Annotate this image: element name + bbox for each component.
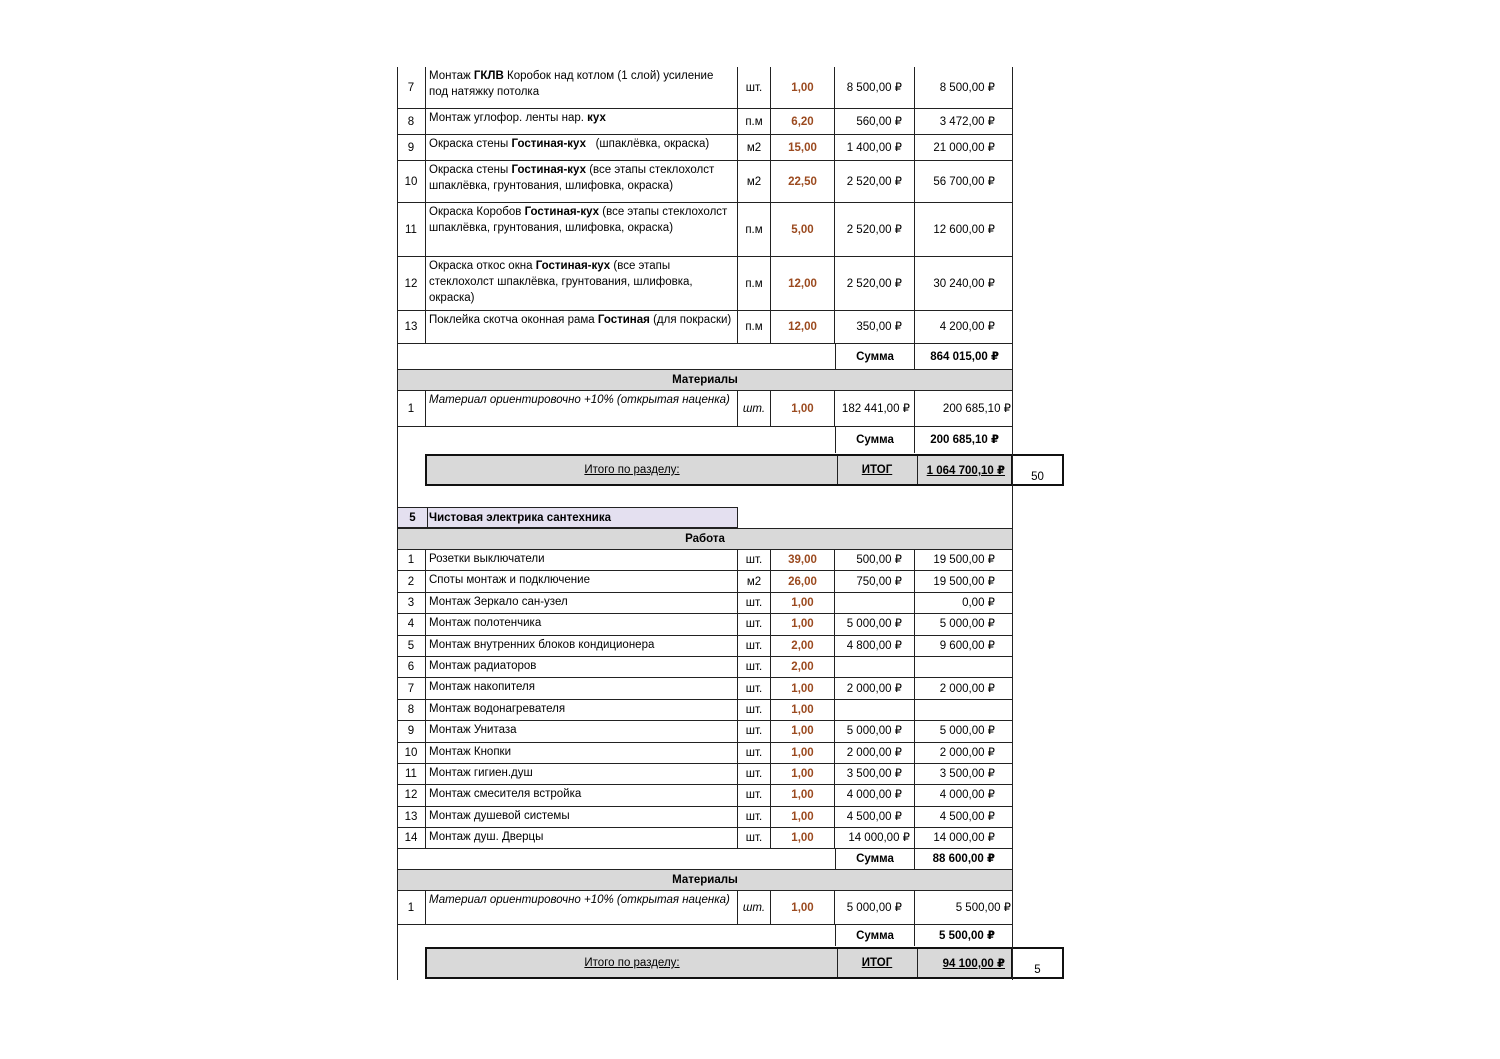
item-total <box>915 700 1013 720</box>
item-name: Материал ориентировочно +10% (открытая наценка) <box>426 391 738 426</box>
item-price: 4 000,00 ₽ <box>835 785 915 805</box>
item-name-part: (для покраски) <box>649 314 732 326</box>
item-name-part: Монтаж <box>429 70 474 82</box>
item-total: 5 000,00 ₽ <box>939 618 995 631</box>
item-unit: шт. <box>738 743 771 763</box>
item-price <box>835 657 915 677</box>
item-qty: 15,00 <box>771 135 835 160</box>
item-qty: 5,00 <box>771 203 835 256</box>
item-qty: 1,00 <box>771 764 835 784</box>
item-price: 4 500,00 ₽ <box>835 807 915 827</box>
sum-label: Сумма <box>835 925 915 946</box>
item-name <box>426 109 738 134</box>
item-price: 2 000,00 ₽ <box>835 743 915 763</box>
item-unit: п.м <box>738 257 771 310</box>
item-name-part: Окраска откос окна <box>429 260 536 272</box>
row-number: 6 <box>397 657 426 677</box>
row-number: 13 <box>397 311 426 343</box>
item-price: 350,00 ₽ <box>835 311 915 343</box>
section-5-work-sum-row <box>397 849 1013 870</box>
row-number: 11 <box>397 764 426 784</box>
item-name: Монтаж радиаторов <box>426 657 738 677</box>
item-name: Монтаж полотенчика <box>426 614 738 634</box>
section-5-header <box>397 507 738 528</box>
item-qty: 12,00 <box>771 257 835 310</box>
item-total: 3 500,00 ₽ <box>939 768 995 781</box>
table-row <box>397 700 1013 721</box>
item-name-part: Гостиная <box>597 314 650 326</box>
item-name-part: Окраска Коробов <box>429 206 525 218</box>
row-number: 7 <box>397 67 426 108</box>
section-title: Чистовая электрика сантехника <box>429 511 612 524</box>
item-qty: 1,00 <box>771 700 835 720</box>
item-price: 2 520,00 ₽ <box>835 203 915 256</box>
table-row <box>397 764 1013 785</box>
table-row <box>397 109 1013 135</box>
item-price: 2 520,00 ₽ <box>835 257 915 310</box>
item-qty: 1,00 <box>771 891 835 924</box>
item-qty: 12,00 <box>771 311 835 343</box>
item-qty: 26,00 <box>771 571 835 591</box>
item-name-part: ГКЛВ <box>473 70 504 82</box>
item-name: Монтаж внутренних блоков кондиционера <box>426 636 738 656</box>
materials-row <box>397 891 1013 925</box>
table-row <box>397 571 1013 592</box>
materials-sum-row <box>397 427 1013 453</box>
item-total: 4 200,00 ₽ <box>939 321 995 333</box>
item-total: 4 500,00 ₽ <box>939 810 995 823</box>
item-price: 750,00 ₽ <box>835 571 915 591</box>
item-qty: 1,00 <box>771 721 835 741</box>
item-total: 19 500,00 ₽ <box>933 554 995 567</box>
section-total-label: Итого по разделу: <box>427 949 838 977</box>
item-name-part: кух <box>587 112 606 124</box>
row-number: 13 <box>397 807 426 827</box>
item-qty: 1,00 <box>771 614 835 634</box>
item-unit: шт. <box>738 700 771 720</box>
materials-row <box>397 391 1013 427</box>
item-name <box>426 135 738 160</box>
work-header: Работа <box>397 528 1013 550</box>
item-name-part: Коробок над котлом (1 слой) усиление под натяжку потолка <box>429 70 717 98</box>
item-name: Материал ориентировочно +10% (открытая наценка) <box>426 891 738 924</box>
item-unit: шт. <box>738 721 771 741</box>
item-qty: 1,00 <box>771 828 835 848</box>
item-total: 56 700,00 ₽ <box>933 175 995 188</box>
item-name: Монтаж смесителя встройка <box>426 785 738 805</box>
item-total: 3 472,00 ₽ <box>939 115 995 128</box>
item-total: 2 000,00 ₽ <box>939 682 995 695</box>
item-total <box>915 657 1013 677</box>
item-qty: 39,00 <box>771 550 835 570</box>
item-unit: шт. <box>738 828 771 848</box>
item-name-part: Гостиная-кух <box>535 260 611 272</box>
item-price: 2 520,00 ₽ <box>835 161 915 202</box>
item-name: Споты монтаж и подключение <box>426 571 738 591</box>
row-number: 12 <box>397 257 426 310</box>
item-price: 182 441,00 ₽ <box>835 391 915 426</box>
row-number: 14 <box>397 828 426 848</box>
item-name-part: Гостиная-кух <box>511 164 586 176</box>
table-row <box>397 743 1013 764</box>
item-price: 4 800,00 ₽ <box>835 636 915 656</box>
item-qty: 1,00 <box>771 785 835 805</box>
table-row <box>397 807 1013 828</box>
item-name <box>426 311 738 343</box>
table-row <box>397 785 1013 806</box>
sum-value: 200 685,10 ₽ <box>930 434 999 446</box>
item-unit: п.м <box>738 311 771 343</box>
item-total: 0,00 ₽ <box>962 596 995 609</box>
item-unit: шт. <box>738 678 771 698</box>
item-total: 30 240,00 ₽ <box>933 277 995 290</box>
item-price: 1 400,00 ₽ <box>835 135 915 160</box>
item-total: 2 000,00 ₽ <box>939 746 995 759</box>
item-unit: п.м <box>738 109 771 134</box>
item-name-part: (шпаклёвка, окраска) <box>586 138 710 150</box>
section-total-label: Итого по разделу: <box>427 456 838 484</box>
item-qty: 1,00 <box>771 67 835 108</box>
item-unit: м2 <box>738 571 771 591</box>
item-total: 9 600,00 ₽ <box>939 639 995 652</box>
row-number: 4 <box>397 614 426 634</box>
item-total: 5 500,00 ₽ <box>955 901 1011 914</box>
table-row <box>397 593 1013 614</box>
item-total: 200 685,10 ₽ <box>942 402 1011 415</box>
sum-value: 88 600,00 ₽ <box>932 853 995 866</box>
section-number: 5 <box>398 508 428 527</box>
item-name: Монтаж Кнопки <box>426 743 738 763</box>
item-unit: шт. <box>738 657 771 677</box>
item-name: Монтаж душевой системы <box>426 807 738 827</box>
table-row <box>397 257 1013 311</box>
item-name-part: (все этапы стеклохолст шпаклёвка, грунтования, шлифовка, окраска) <box>429 260 696 304</box>
sum-value: 864 015,00 ₽ <box>930 350 999 363</box>
item-unit: шт. <box>738 593 771 613</box>
item-qty: 1,00 <box>771 807 835 827</box>
item-unit: п.м <box>738 203 771 256</box>
row-number: 1 <box>397 391 426 426</box>
table-row <box>397 550 1013 571</box>
row-number: 2 <box>397 571 426 591</box>
table-row <box>397 678 1013 699</box>
section-4-total-bar <box>425 454 1013 486</box>
item-unit: м2 <box>738 135 771 160</box>
table-row <box>397 657 1013 678</box>
estimate-section-5 <box>397 528 1013 946</box>
sum-label: Сумма <box>835 427 915 453</box>
item-price: 3 500,00 ₽ <box>835 764 915 784</box>
item-name: Монтаж гигиен.душ <box>426 764 738 784</box>
item-name-part: Гостиная-кух <box>524 206 600 218</box>
section-5-work-rows <box>397 550 1013 849</box>
item-qty: 1,00 <box>771 593 835 613</box>
item-qty: 2,00 <box>771 636 835 656</box>
item-total: 12 600,00 ₽ <box>933 223 995 236</box>
item-unit: шт. <box>738 785 771 805</box>
item-qty: 6,20 <box>771 109 835 134</box>
item-name: Монтаж Зеркало сан-узел <box>426 593 738 613</box>
item-total: 14 000,00 ₽ <box>933 832 995 845</box>
item-unit: шт. <box>738 764 771 784</box>
materials-header: Материалы <box>397 870 1013 891</box>
table-row <box>397 614 1013 635</box>
item-qty: 22,50 <box>771 161 835 202</box>
table-row <box>397 161 1013 203</box>
item-name-part: Окраска стены <box>429 164 512 176</box>
item-name-part: Поклейка скотча оконная рама <box>429 314 598 326</box>
table-row <box>397 203 1013 257</box>
section-5-total-bar <box>425 947 1013 979</box>
row-number: 5 <box>397 636 426 656</box>
table-row <box>397 311 1013 344</box>
item-name <box>426 203 738 256</box>
section-4-side-box: 50 <box>1013 454 1064 486</box>
item-qty: 2,00 <box>771 657 835 677</box>
item-name-part: Монтаж углофор. ленты нар. <box>429 112 588 124</box>
item-price: 5 000,00 ₽ <box>835 891 915 924</box>
table-row <box>397 721 1013 742</box>
itog-label: ИТОГ <box>837 949 918 977</box>
item-name-part: Окраска стены <box>429 138 512 150</box>
item-unit: шт. <box>738 391 771 426</box>
item-price: 14 000,00 ₽ <box>835 828 915 848</box>
table-row <box>397 828 1013 849</box>
row-number: 12 <box>397 785 426 805</box>
item-unit: шт. <box>738 891 771 924</box>
item-price: 500,00 ₽ <box>835 550 915 570</box>
item-price: 560,00 ₽ <box>835 109 915 134</box>
item-name: Монтаж Унитаза <box>426 721 738 741</box>
row-number: 8 <box>397 109 426 134</box>
estimate-section-4 <box>397 67 1013 453</box>
item-total: 21 000,00 ₽ <box>933 141 995 154</box>
item-unit: шт. <box>738 807 771 827</box>
materials-sum-row <box>397 925 1013 946</box>
itog-label: ИТОГ <box>837 456 918 484</box>
item-qty: 1,00 <box>771 743 835 763</box>
item-price: 8 500,00 ₽ <box>835 67 915 108</box>
item-name: Монтаж душ. Дверцы <box>426 828 738 848</box>
item-price: 5 000,00 ₽ <box>835 614 915 634</box>
row-number: 11 <box>397 203 426 256</box>
item-unit: м2 <box>738 161 771 202</box>
section-total-value: 94 100,00 ₽ <box>942 958 1005 970</box>
row-number: 10 <box>397 161 426 202</box>
row-number: 1 <box>397 891 426 924</box>
materials-header: Материалы <box>397 370 1013 391</box>
section-4-work-sum-row <box>397 344 1013 370</box>
row-number: 3 <box>397 593 426 613</box>
item-unit: шт. <box>738 67 771 108</box>
item-name <box>426 161 738 202</box>
item-name-part: (все этапы стеклохолст шпаклёвка, грунтования, шлифовка, окраска) <box>429 206 731 234</box>
item-name: Монтаж накопителя <box>426 678 738 698</box>
sum-value: 5 500,00 ₽ <box>939 929 995 942</box>
item-unit: шт. <box>738 636 771 656</box>
item-total: 8 500,00 ₽ <box>939 81 995 94</box>
item-total: 19 500,00 ₽ <box>933 575 995 588</box>
item-price: 2 000,00 ₽ <box>835 678 915 698</box>
item-unit: шт. <box>738 614 771 634</box>
section-4-work-rows <box>397 67 1013 344</box>
item-name: Розетки выключатели <box>426 550 738 570</box>
row-number: 10 <box>397 743 426 763</box>
table-row <box>397 67 1013 109</box>
table-row <box>397 135 1013 161</box>
section-total-value: 1 064 700,10 ₽ <box>926 465 1005 477</box>
row-number: 9 <box>397 135 426 160</box>
item-unit: шт. <box>738 550 771 570</box>
row-number: 9 <box>397 721 426 741</box>
row-number: 8 <box>397 700 426 720</box>
row-number: 1 <box>397 550 426 570</box>
item-name-part: Гостиная-кух <box>511 138 586 150</box>
sum-label: Сумма <box>835 849 915 869</box>
item-qty: 1,00 <box>771 391 835 426</box>
item-name-part: (все этапы стеклохолст шпаклёвка, грунтования, шлифовка, окраска) <box>429 164 718 192</box>
item-price: 5 000,00 ₽ <box>835 721 915 741</box>
table-row <box>397 636 1013 657</box>
item-name: Монтаж водонагревателя <box>426 700 738 720</box>
sum-label: Сумма <box>835 344 915 369</box>
row-number: 7 <box>397 678 426 698</box>
item-qty: 1,00 <box>771 678 835 698</box>
item-name <box>426 257 738 310</box>
item-total: 4 000,00 ₽ <box>939 789 995 802</box>
item-name <box>426 67 738 108</box>
item-price <box>835 593 915 613</box>
item-total: 5 000,00 ₽ <box>939 725 995 738</box>
item-price <box>835 700 915 720</box>
section-5-side-box: 5 <box>1013 947 1064 979</box>
